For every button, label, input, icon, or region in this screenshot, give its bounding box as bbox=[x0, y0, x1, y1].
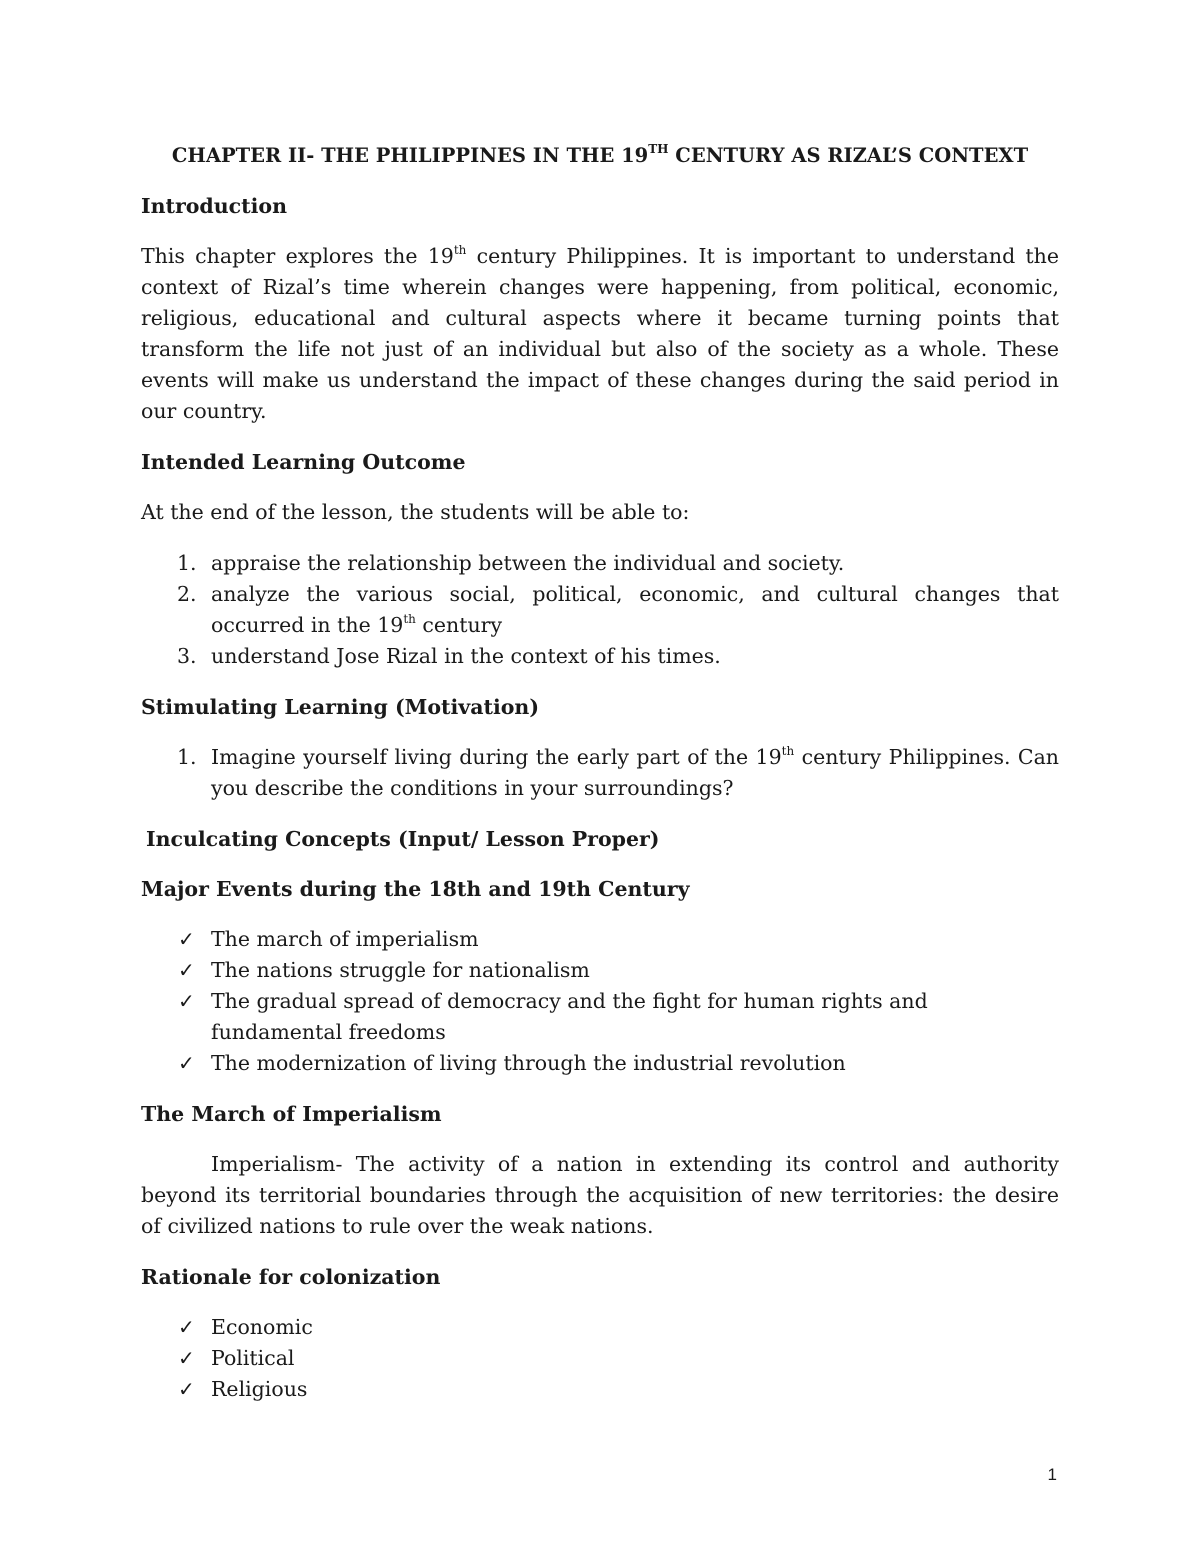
list-item-text-end: century bbox=[415, 613, 503, 637]
major-events-heading: Major Events during the 18th and 19th Century bbox=[141, 877, 690, 901]
ilo-heading: Intended Learning Outcome bbox=[141, 450, 466, 474]
list-item bbox=[141, 1312, 1059, 1343]
imperialism-heading: The March of Imperialism bbox=[141, 1102, 442, 1126]
list-item bbox=[141, 1048, 1059, 1079]
list-number: 1. bbox=[177, 745, 197, 769]
list-item-superscript: th bbox=[781, 744, 795, 758]
list-item bbox=[141, 548, 1059, 579]
list-item-text: The gradual spread of democracy and the fight for human rights and fundamental freedoms bbox=[211, 989, 928, 1044]
chapter-title-text: CHAPTER II- THE PHILIPPINES IN THE 19 bbox=[171, 144, 649, 167]
list-item-text-end: century Philippines. Can you describe the conditions in your surroundings? bbox=[211, 745, 1060, 800]
list-item-text: analyze the various social, political, economic, and cultural changes that occurred in the 19 bbox=[211, 582, 1059, 637]
list-item-text: appraise the relationship between the individual and society. bbox=[211, 551, 845, 575]
check-icon: ✓ bbox=[178, 927, 195, 951]
rationale-heading: Rationale for colonization bbox=[141, 1265, 441, 1289]
list-item-text: The nations struggle for nationalism bbox=[211, 958, 590, 982]
introduction-text: This chapter explores the 19 bbox=[141, 244, 454, 268]
check-icon: ✓ bbox=[178, 1315, 195, 1339]
page-number: 1 bbox=[1047, 1465, 1057, 1484]
chapter-title-superscript: TH bbox=[648, 142, 669, 156]
motivation-list bbox=[141, 742, 1059, 804]
imperialism-paragraph: Imperialism- The activity of a nation in extending its control and authority beyond its territorial boundaries through the acquisition of new territories: the desire of civilized nations to rule over the weak nations. bbox=[141, 1152, 1059, 1238]
list-number: 3. bbox=[177, 644, 197, 668]
list-item-text: Religious bbox=[211, 1377, 308, 1401]
list-item bbox=[141, 1374, 1059, 1405]
check-icon: ✓ bbox=[178, 1346, 195, 1370]
list-item bbox=[141, 986, 1059, 1048]
document-page bbox=[141, 140, 1059, 1425]
introduction-text-end: century Philippines. It is important to understand the context of Rizal’s time wherein changes were happening, from political, economic, religious, educational and cultural aspects where it became turning points that transform the life not just of an individual but also of the society as a whole. These events will make us understand the impact of these changes during the said period in our country. bbox=[141, 244, 1059, 423]
list-item bbox=[141, 1343, 1059, 1374]
list-item bbox=[141, 579, 1059, 641]
motivation-heading: Stimulating Learning (Motivation) bbox=[141, 695, 540, 719]
introduction-superscript: th bbox=[453, 243, 467, 257]
list-item-text: understand Jose Rizal in the context of his times. bbox=[211, 644, 721, 668]
list-item bbox=[141, 955, 1059, 986]
list-item bbox=[141, 641, 1059, 672]
check-icon: ✓ bbox=[178, 989, 195, 1013]
list-item-text: Imagine yourself living during the early part of the 19 bbox=[211, 745, 782, 769]
list-number: 2. bbox=[177, 582, 197, 606]
list-item-text: Economic bbox=[211, 1315, 313, 1339]
chapter-title-text-end: CENTURY AS RIZAL’S CONTEXT bbox=[668, 144, 1029, 167]
ilo-lead: At the end of the lesson, the students will be able to: bbox=[141, 500, 690, 524]
introduction-heading: Introduction bbox=[141, 194, 287, 218]
concepts-heading: Inculcating Concepts (Input/ Lesson Proper) bbox=[146, 827, 660, 851]
check-icon: ✓ bbox=[178, 1051, 195, 1075]
chapter-title bbox=[141, 140, 1059, 171]
list-item-text: Political bbox=[211, 1346, 295, 1370]
list-item-text: The modernization of living through the industrial revolution bbox=[211, 1051, 846, 1075]
introduction-paragraph bbox=[141, 241, 1059, 427]
list-number: 1. bbox=[177, 551, 197, 575]
list-item bbox=[141, 742, 1059, 804]
ilo-list bbox=[141, 548, 1059, 672]
major-events-list bbox=[141, 924, 1059, 1079]
list-item-text: The march of imperialism bbox=[211, 927, 479, 951]
rationale-list bbox=[141, 1312, 1059, 1405]
check-icon: ✓ bbox=[178, 1377, 195, 1401]
list-item bbox=[141, 924, 1059, 955]
check-icon: ✓ bbox=[178, 958, 195, 982]
list-item-superscript: th bbox=[403, 612, 416, 626]
